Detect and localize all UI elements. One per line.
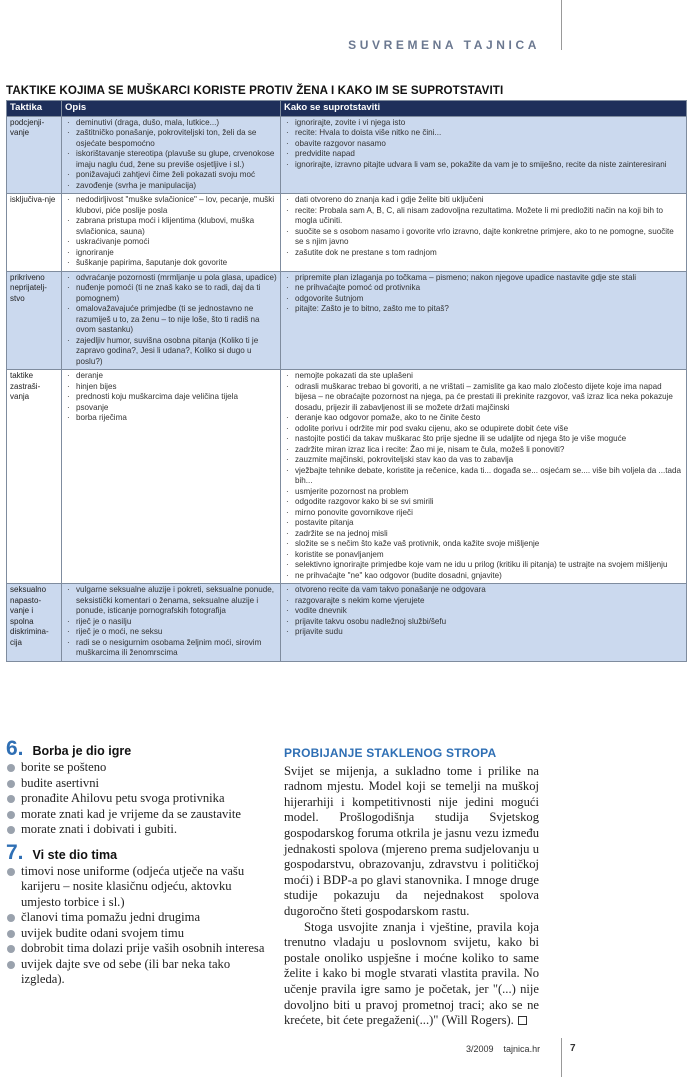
list-item: · zauzmite majčinski, pokroviteljski stav kao da vas to zabavlja [284,455,683,466]
issue-number: 3/2009 [466,1044,494,1054]
table-header-row [7,101,687,117]
tactic-cell: podcjenji-vanje [7,116,62,194]
list-item: · vulgarne seksualne aluzije i pokreti, seksualne ponude, seksistički komentari o ženama, seksualne aluzije i ponude, isticanje pornografskih fotografija [65,585,277,617]
tactic-cell: taktike zastraši-vanja [7,370,62,584]
section-title: Borba je dio igre [32,744,132,758]
magazine-header: SUVREMENA TAJNICA [348,38,540,52]
section-number: 6. [6,737,24,760]
list-item: · deranje kao odgovor pomaže, ako to ne činite često [284,413,683,424]
list-item: · iskorištavanje stereotipa (plavuše su glupe, crvenokose imaju naglu ćud, žene su previše osjetljive i sl.) [65,149,277,170]
list-item: · nedodirljivost "muške svlačionice" – lov, pecanje, muški klubovi, piće poslije posla [65,195,277,216]
list-item: · nemojte pokazati da ste uplašeni [284,371,683,382]
list-item: · zadržite miran izraz lica i recite: Žao mi je, nisam te čula, možeš li ponoviti? [284,445,683,456]
table-row [7,370,687,584]
list-item: · ignorirajte, zovite i vi njega isto [284,118,683,129]
opis-cell [62,116,281,194]
list-item: · selektivno ignorirajte primjedbe koje vam ne idu u prilog (kritiku ili pitanja) te ustrajte na svojem mišljenju [284,560,683,571]
list-item: borite se pošteno [6,760,268,776]
list-item: · odgodite razgovor kako bi se svi smirili [284,497,683,508]
list-item: · pitajte: Zašto je to bitno, zašto me to pitaš? [284,304,683,315]
paragraph: Svijet se mijenja, a sukladno tome i prilike na radnom mjestu. Model koji se temelji na muškoj hijerarhiji i kompetitivnosti nije jedini mogući model. Prošlogodišnja studija Svjetskog gospodarskog foruma otkrila je jasnu vezu između jednakosti spolova (mjereno prema sudjelovanju u gospodarstvu, obrazovanju, zdravstvu i političkoj moći) i BDP-a po glavi stanovnika. I mnoge druge studije pokazuju da nejednakost spolova dugoročno šteti gospodarskom rastu. [284,763,539,918]
column-header: Opis [62,101,281,117]
list-item: · prijavite sudu [284,627,683,638]
list-item: timovi nose uniforme (odjeća utječe na vašu karijeru – nosite klasičnu odjeću, aktovku umjesto torbice i sl.) [6,864,268,911]
column-header: Taktika [7,101,62,117]
table-row [7,271,687,370]
list-item: · ponižavajući zahtjevi čime želi pokazati svoju moć [65,170,277,181]
list-item: · zašutite dok ne prestane s tom radnjom [284,248,683,259]
header-rule [561,0,562,50]
list-item: · dati otvoreno do znanja kad i gdje želite biti uključeni [284,195,683,206]
table-row [7,116,687,194]
list-item: · suočite se s osobom nasamo i govorite vrlo izravno, dajte konkretne primjere, ako to ne pomogne, suočite se s njim javno [284,227,683,248]
list-item: · ne prihvaćajte "ne" kao odgovor (budite dosadni, gnjavite) [284,571,683,582]
list-item: · odrasli muškarac trebao bi govoriti, a ne vrištati – zamislite ga kao malo zločesto dijete koje ima napad bijesa – ne obraćajte pozornost na njega, pa će prestati ili prekinite razgovor, vaš izraz lica neka pokazuje dosadu, prijezir ili zabavljenost ili se možete držati majčinski [284,382,683,414]
list-item: dobrobit tima dolazi prije vaših osobnih interesa [6,941,268,957]
section-header [6,737,268,760]
list-item: morate znati kad je vrijeme da se zaustavite [6,807,268,823]
list-item: · prednosti koju muškarcima daje veličina tijela [65,392,277,403]
right-column [284,746,539,1029]
opis-cell [62,584,281,662]
left-column [6,737,268,994]
list-item: · mirno ponovite govornikove riječi [284,508,683,519]
list-item: budite asertivni [6,776,268,792]
list-item: · zajedljiv humor, suvišna osobna pitanja (Koliko ti je zapravo godina?, Jesi li udana?, Koliko si dugo u poslu?) [65,336,277,368]
kako-cell [281,271,687,370]
list-item: · postavite pitanja [284,518,683,529]
list-item: uvijek budite odani svojem timu [6,926,268,942]
paragraph [284,920,539,1029]
list-item: · ignorirajte, izravno pitajte udvara li vam se, pokažite da vam je to smiješno, recite da niste zainteresirani [284,160,683,171]
list-item: · odolite porivu i održite mir pod svaku cijenu, ako se odupirete dobit ćete više [284,424,683,435]
opis-cell [62,370,281,584]
list-item: · radi se o nesigurnim osobama željnim moći, sirovim muškarcima ili ženomrscima [65,638,277,659]
list-item: · nastojite postići da takav muškarac što prije sjedne ili se udaljite od njega što je više moguće [284,434,683,445]
list-item: · zavođenje (svrha je manipulacija) [65,181,277,192]
list-item: · zabrana pristupa moći i klijentima (klubovi, muška svlačionica, sauna) [65,216,277,237]
tactic-cell: prikriveno neprijatelj-stvo [7,271,62,370]
list-item: · riječ je o moći, ne seksu [65,627,277,638]
list-item: · ne prihvaćajte pomoć od protivnika [284,283,683,294]
list-item: · ignoriranje [65,248,277,259]
kako-cell [281,370,687,584]
list-item: · razgovarajte s nekim kome vjerujete [284,596,683,607]
paragraph-text: Stoga usvojite znanja i vještine, pravila koja trenutno vladaju u poslovnom svijetu, kako bi postale onoliko uspješne i moćne koliko to same želite i kako bi mogle stvarati vlastita pravila. No učenje pravila igre samo je početak, jer "(...) nije dovoljno biti u pravoj prometnoj traci; ako se ne krećete, bit ćete pregaženi(...)" (Will Rogers). [284,919,539,1028]
list-item: · psovanje [65,403,277,414]
kako-cell [281,116,687,194]
site-name: tajnica.hr [503,1044,541,1054]
tactic-cell: isključiva-nje [7,194,62,272]
list-item: · predvidite napad [284,149,683,160]
section-header [6,840,268,864]
opis-cell [62,271,281,370]
list-item: uvijek dajte sve od sebe (ili bar neka tako izgleda). [6,957,268,988]
list-item: · odgovorite šutnjom [284,294,683,305]
list-item: · nuđenje pomoći (ti ne znaš kako se to radi, daj da ti pomognem) [65,283,277,304]
list-item: · složite se s nečim što kaže vaš protivnik, onda kažite svoje mišljenje [284,539,683,550]
column-header: Kako se suprotstaviti [281,101,687,117]
end-mark-icon [518,1016,527,1025]
footer-rule [561,1038,562,1077]
list-item: · usmjerite pozornost na problem [284,487,683,498]
tactics-table [6,100,687,662]
list-item: · prijavite takvu osobu nadležnoj službi/šefu [284,617,683,628]
list-item: · borba riječima [65,413,277,424]
list-item: · koristite se ponavljanjem [284,550,683,561]
kako-cell [281,194,687,272]
list-item: · hinjen bijes [65,382,277,393]
list-item: · šuškanje papirima, šaputanje dok govorite [65,258,277,269]
list-item: · vodite dnevnik [284,606,683,617]
list-item: · otvoreno recite da vam takvo ponašanje ne odgovara [284,585,683,596]
list-item: morate znati i dobivati i gubiti. [6,822,268,838]
table-title: TAKTIKE KOJIMA SE MUŠKARCI KORISTE PROTIV ŽENA I KAKO IM SE SUPROTSTAVITI [6,84,504,97]
opis-cell [62,194,281,272]
list-item: · pripremite plan izlaganja po točkama – pismeno; nakon njegove upadice nastavite gdje ste stali [284,273,683,284]
footer [466,1044,540,1054]
list-item: · recite: Hvala to doista više nitko ne čini... [284,128,683,139]
list-item: · zadržite se na jednoj misli [284,529,683,540]
list-item: · zaštitničko ponašanje, pokroviteljski ton, želi da se osjećate bespomoćno [65,128,277,149]
list-item: · riječ je o nasilju [65,617,277,628]
section-number: 7. [6,840,24,864]
list-item: · vježbajte tehnike debate, koristite ja rečenice, kada ti... događa se... osjećam se.... više bih voljela da ...tada bih... [284,466,683,487]
list-item: · obavite razgovor nasamo [284,139,683,150]
list-item: · recite: Probala sam A, B, C, ali nisam zadovoljna rezultatima. Možete li mi predložiti način na koji bih to mogla učiniti. [284,206,683,227]
table-row [7,194,687,272]
table-row [7,584,687,662]
list-item: članovi tima pomažu jedni drugima [6,910,268,926]
list-item: · odvraćanje pozornosti (mrmljanje u pola glasa, upadice) [65,273,277,284]
page-number: 7 [570,1043,576,1054]
list-item: pronađite Ahilovu petu svoga protivnika [6,791,268,807]
list-item: · omalovažavajuće primjedbe (ti se jednostavno ne razumiješ u to, za ženu – to nije loše, što ti radiš na ovom sastanku) [65,304,277,336]
section-heading: PROBIJANJE STAKLENOG STROPA [284,746,497,760]
section-title: Vi ste dio tima [32,847,118,862]
list-item: · deminutivi (draga, dušo, mala, lutkice...) [65,118,277,129]
list-item: · uskraćivanje pomoći [65,237,277,248]
kako-cell [281,584,687,662]
tactic-cell: seksualno napasto-vanje i spolna diskrimina-cija [7,584,62,662]
list-item: · deranje [65,371,277,382]
